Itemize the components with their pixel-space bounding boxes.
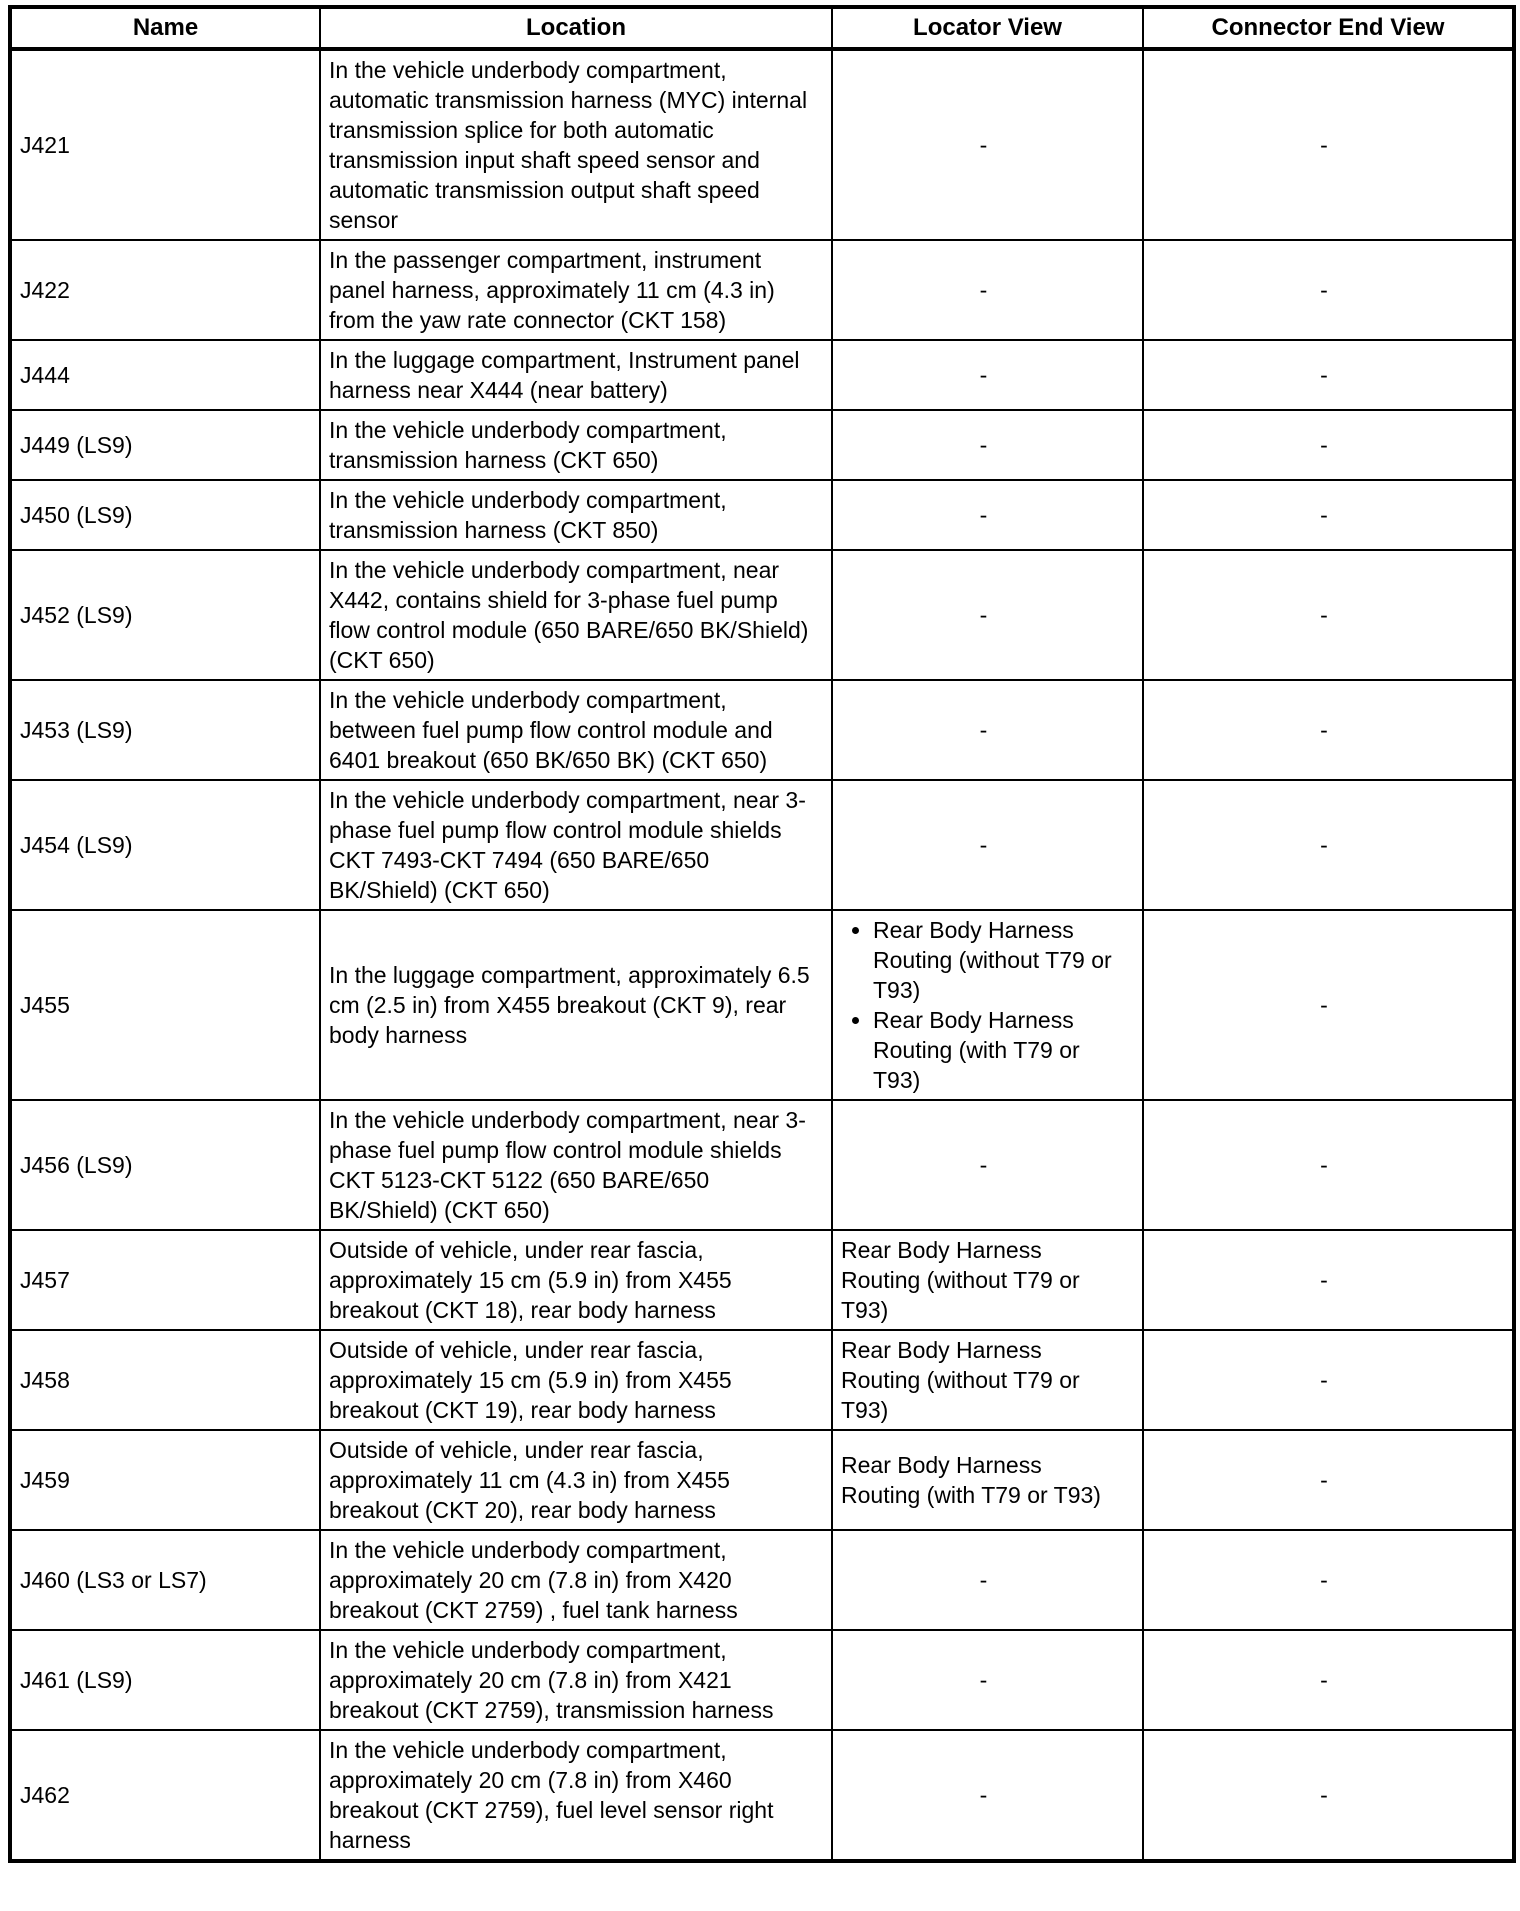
column-header-location: Location [320, 7, 832, 49]
location-cell: In the vehicle underbody compartment, near 3-phase fuel pump flow control module shields CKT 7493-CKT 7494 (650 BARE/650 BK/Shield) (CKT 650) [320, 780, 832, 910]
table-row [10, 1100, 1514, 1230]
connector-end-view-cell: - [1143, 1430, 1514, 1530]
locator-view-cell: - [832, 1730, 1143, 1861]
locator-view-cell: - [832, 49, 1143, 240]
location-cell: In the luggage compartment, Instrument panel harness near X444 (near battery) [320, 340, 832, 410]
locator-view-cell: - [832, 1100, 1143, 1230]
name-cell: J457 [10, 1230, 320, 1330]
table-row [10, 1430, 1514, 1530]
location-cell: In the vehicle underbody compartment, between fuel pump flow control module and 6401 breakout (650 BK/650 BK) (CKT 650) [320, 680, 832, 780]
connector-end-view-cell: - [1143, 1100, 1514, 1230]
location-cell: In the passenger compartment, instrument panel harness, approximately 11 cm (4.3 in) from the yaw rate connector (CKT 158) [320, 240, 832, 340]
table-row [10, 240, 1514, 340]
name-cell: J459 [10, 1430, 320, 1530]
name-cell: J450 (LS9) [10, 480, 320, 550]
locator-view-cell: - [832, 240, 1143, 340]
name-cell: J456 (LS9) [10, 1100, 320, 1230]
table-row [10, 1530, 1514, 1630]
name-cell: J458 [10, 1330, 320, 1430]
location-cell: In the vehicle underbody compartment, approximately 20 cm (7.8 in) from X460 breakout (CKT 2759), fuel level sensor right harness [320, 1730, 832, 1861]
locator-view-cell [832, 910, 1143, 1100]
column-header-name: Name [10, 7, 320, 49]
locator-view-cell: - [832, 410, 1143, 480]
locator-view-cell: - [832, 780, 1143, 910]
location-cell: In the luggage compartment, approximately 6.5 cm (2.5 in) from X455 breakout (CKT 9), rear body harness [320, 910, 832, 1100]
locator-view-cell: - [832, 550, 1143, 680]
table-row [10, 1630, 1514, 1730]
connector-location-table [8, 5, 1516, 1863]
connector-end-view-cell: - [1143, 1530, 1514, 1630]
connector-end-view-cell: - [1143, 550, 1514, 680]
header-row [10, 7, 1514, 49]
locator-view-item: • Rear Body Harness Routing (without T79 or T93) [873, 915, 1130, 1005]
connector-end-view-cell: - [1143, 1730, 1514, 1861]
location-cell: In the vehicle underbody compartment, near X442, contains shield for 3-phase fuel pump flow control module (650 BARE/650 BK/Shield) (CKT 650) [320, 550, 832, 680]
locator-view-cell: - [832, 1630, 1143, 1730]
table-row [10, 550, 1514, 680]
column-header-connector-end-view: Connector End View [1143, 7, 1514, 49]
connector-end-view-cell: - [1143, 240, 1514, 340]
name-cell: J453 (LS9) [10, 680, 320, 780]
column-header-locator-view: Locator View [832, 7, 1143, 49]
location-cell: Outside of vehicle, under rear fascia, approximately 15 cm (5.9 in) from X455 breakout (CKT 18), rear body harness [320, 1230, 832, 1330]
table-body [10, 49, 1514, 1861]
table-row [10, 410, 1514, 480]
locator-view-item: • Rear Body Harness Routing (with T79 or T93) [873, 1005, 1130, 1095]
location-cell: In the vehicle underbody compartment, approximately 20 cm (7.8 in) from X420 breakout (CKT 2759) , fuel tank harness [320, 1530, 832, 1630]
table-row [10, 680, 1514, 780]
connector-end-view-cell: - [1143, 1230, 1514, 1330]
locator-view-list [841, 915, 1130, 1095]
connector-end-view-cell: - [1143, 480, 1514, 550]
table-row [10, 1230, 1514, 1330]
locator-view-cell: - [832, 340, 1143, 410]
location-cell: In the vehicle underbody compartment, approximately 20 cm (7.8 in) from X421 breakout (CKT 2759), transmission harness [320, 1630, 832, 1730]
name-cell: J452 (LS9) [10, 550, 320, 680]
name-cell: J462 [10, 1730, 320, 1861]
location-cell: In the vehicle underbody compartment, transmission harness (CKT 650) [320, 410, 832, 480]
location-cell: In the vehicle underbody compartment, automatic transmission harness (MYC) internal transmission splice for both automatic transmission input shaft speed sensor and automatic transmission output shaft speed sensor [320, 49, 832, 240]
table-row [10, 1330, 1514, 1430]
location-cell: In the vehicle underbody compartment, near 3-phase fuel pump flow control module shields CKT 5123-CKT 5122 (650 BARE/650 BK/Shield) (CKT 650) [320, 1100, 832, 1230]
connector-end-view-cell: - [1143, 910, 1514, 1100]
table-row [10, 480, 1514, 550]
locator-view-cell: Rear Body Harness Routing (with T79 or T93) [832, 1430, 1143, 1530]
table-row [10, 1730, 1514, 1861]
locator-view-cell: - [832, 480, 1143, 550]
name-cell: J444 [10, 340, 320, 410]
location-cell: In the vehicle underbody compartment, transmission harness (CKT 850) [320, 480, 832, 550]
locator-view-cell: - [832, 680, 1143, 780]
name-cell: J449 (LS9) [10, 410, 320, 480]
connector-end-view-cell: - [1143, 780, 1514, 910]
name-cell: J422 [10, 240, 320, 340]
table-row [10, 49, 1514, 240]
name-cell: J454 (LS9) [10, 780, 320, 910]
connector-end-view-cell: - [1143, 49, 1514, 240]
locator-view-cell: Rear Body Harness Routing (without T79 or T93) [832, 1330, 1143, 1430]
name-cell: J421 [10, 49, 320, 240]
name-cell: J455 [10, 910, 320, 1100]
connector-end-view-cell: - [1143, 680, 1514, 780]
location-cell: Outside of vehicle, under rear fascia, approximately 11 cm (4.3 in) from X455 breakout (CKT 20), rear body harness [320, 1430, 832, 1530]
connector-end-view-cell: - [1143, 340, 1514, 410]
table-row [10, 780, 1514, 910]
connector-end-view-cell: - [1143, 1630, 1514, 1730]
location-cell: Outside of vehicle, under rear fascia, approximately 15 cm (5.9 in) from X455 breakout (CKT 19), rear body harness [320, 1330, 832, 1430]
name-cell: J461 (LS9) [10, 1630, 320, 1730]
locator-view-cell: Rear Body Harness Routing (without T79 or T93) [832, 1230, 1143, 1330]
connector-end-view-cell: - [1143, 1330, 1514, 1430]
locator-view-cell: - [832, 1530, 1143, 1630]
table-row [10, 340, 1514, 410]
connector-end-view-cell: - [1143, 410, 1514, 480]
table-row [10, 910, 1514, 1100]
name-cell: J460 (LS3 or LS7) [10, 1530, 320, 1630]
